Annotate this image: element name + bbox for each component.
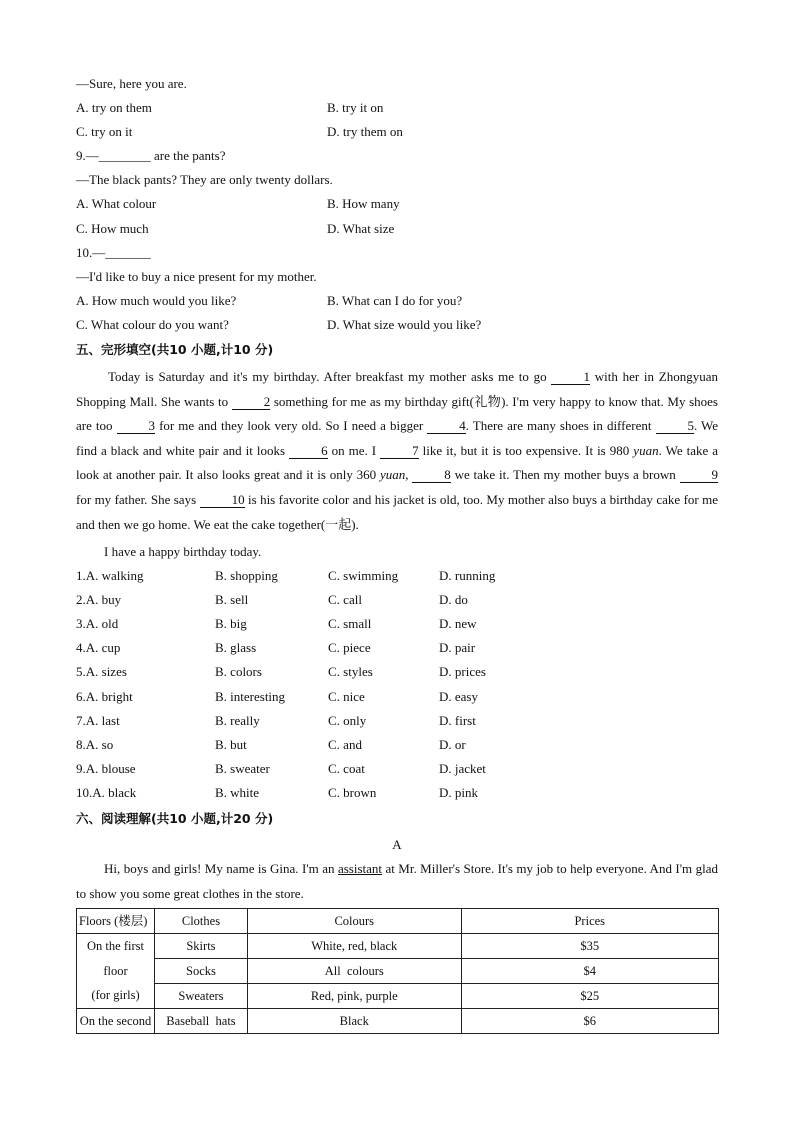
table-cell: Socks bbox=[154, 959, 247, 984]
choice-1-c: C. swimming bbox=[328, 568, 399, 583]
floor-cell: On the first floor (for girls) bbox=[77, 934, 155, 1009]
q9-question: 9.—________ are the pants? bbox=[76, 148, 226, 163]
blank-7: 7 bbox=[380, 444, 419, 459]
choice-1-d: D. running bbox=[439, 568, 496, 583]
choice-5-a: 5.A. sizes bbox=[76, 664, 127, 679]
choice-9-b: B. sweater bbox=[215, 761, 270, 776]
blank-2: 2 bbox=[232, 395, 271, 410]
passage-label: A bbox=[392, 837, 402, 852]
underlined-word: assistant bbox=[337, 861, 383, 876]
choice-9-c: C. coat bbox=[328, 761, 365, 776]
q8-option-d: D. try them on bbox=[327, 124, 403, 139]
choice-4-b: B. glass bbox=[215, 640, 257, 655]
table-row bbox=[77, 1009, 719, 1034]
table-cell: Sweaters bbox=[154, 984, 247, 1009]
table-header-cell: Colours bbox=[247, 909, 461, 934]
blank-3: 3 bbox=[117, 419, 156, 434]
choice-2-c: C. call bbox=[328, 592, 362, 607]
q10-question: 10.—_______ bbox=[76, 245, 151, 260]
table-cell: Black bbox=[247, 1009, 461, 1034]
choice-2-b: B. sell bbox=[215, 592, 249, 607]
choice-10-d: D. pink bbox=[439, 785, 478, 800]
q10-option-b: B. What can I do for you? bbox=[327, 293, 463, 308]
choice-1-a: 1.A. walking bbox=[76, 568, 144, 583]
choice-6-c: C. nice bbox=[328, 689, 365, 704]
choice-2-a: 2.A. buy bbox=[76, 592, 122, 607]
table-cell: All colours bbox=[247, 959, 461, 984]
choice-3-d: D. new bbox=[439, 616, 477, 631]
blank-4: 4 bbox=[427, 419, 466, 434]
blank-10: 10 bbox=[200, 493, 245, 508]
cloze-closing-line: I have a happy birthday today. bbox=[104, 544, 262, 559]
table-header-row bbox=[77, 909, 719, 934]
choice-10-c: C. brown bbox=[328, 785, 377, 800]
q9-option-c: C. How much bbox=[76, 221, 149, 236]
q10-answer-line: —I'd like to buy a nice present for my mother. bbox=[76, 269, 317, 284]
section5-heading: 五、完形填空(共10 小题,计10 分) bbox=[76, 342, 274, 357]
blank-5: 5 bbox=[656, 419, 695, 434]
blank-1: 1 bbox=[551, 370, 590, 385]
q10-option-a: A. How much would you like? bbox=[76, 293, 237, 308]
choice-5-b: B. colors bbox=[215, 664, 262, 679]
choice-5-d: D. prices bbox=[439, 664, 486, 679]
q10-option-c: C. What colour do you want? bbox=[76, 317, 229, 332]
choice-8-a: 8.A. so bbox=[76, 737, 114, 752]
blank-9: 9 bbox=[680, 468, 719, 483]
choice-4-c: C. piece bbox=[328, 640, 371, 655]
choice-9-d: D. jacket bbox=[439, 761, 486, 776]
choice-8-d: D. or bbox=[439, 737, 466, 752]
q8-option-c: C. try on it bbox=[76, 124, 133, 139]
choice-10-a: 10.A. black bbox=[76, 785, 137, 800]
choice-7-a: 7.A. last bbox=[76, 713, 120, 728]
table-cell: Skirts bbox=[154, 934, 247, 959]
choice-4-d: D. pair bbox=[439, 640, 476, 655]
choice-6-d: D. easy bbox=[439, 689, 478, 704]
choice-7-b: B. really bbox=[215, 713, 260, 728]
choice-3-a: 3.A. old bbox=[76, 616, 119, 631]
cloze-passage: Today is Saturday and it's my birthday. After breakfast my mother asks me to go 1 with her in Zhongyuan Shopping Mall. She wants to 2 something for me as my birthday gift(礼物). I'm very happy to know that. My shoes are too 3 for me and they look very old. So I need a bigger 4. There are many shoes in different 5. We find a black and white pair and it looks 6 on me. I 7 like it, but it is too expensive. It is 980 yuan. We take a look at another pair. It also looks great and it is only 360 yuan, 8 we take it. Then my mother buys a brown 9 for my father. She says 10 is his favorite color and his jacket is old, too. My mother also buys a birthday cake for me and then we go home. We eat the cake together(一起). bbox=[76, 369, 719, 532]
choice-3-b: B. big bbox=[215, 616, 247, 631]
q9-option-a: A. What colour bbox=[76, 196, 157, 211]
table-cell: $6 bbox=[461, 1009, 718, 1034]
q8-answer-line: —Sure, here you are. bbox=[76, 76, 187, 91]
table-header-cell: Floors (楼层) bbox=[77, 909, 155, 934]
choice-6-b: B. interesting bbox=[215, 689, 286, 704]
choice-1-b: B. shopping bbox=[215, 568, 278, 583]
choice-7-d: D. first bbox=[439, 713, 476, 728]
choice-10-b: B. white bbox=[215, 785, 260, 800]
table-header-cell: Prices bbox=[461, 909, 718, 934]
table-cell: $25 bbox=[461, 984, 718, 1009]
q8-option-b: B. try it on bbox=[327, 100, 384, 115]
choice-6-a: 6.A. bright bbox=[76, 689, 133, 704]
choice-2-d: D. do bbox=[439, 592, 468, 607]
section6-heading: 六、阅读理解(共10 小题,计20 分) bbox=[76, 811, 274, 826]
reading-intro: Hi, boys and girls! My name is Gina. I'm an assistant at Mr. Miller's Store. It's my job to help everyone. And I'm glad to show you some great clothes in the store. bbox=[76, 861, 718, 901]
q10-option-d: D. What size would you like? bbox=[327, 317, 482, 332]
q9-option-b: B. How many bbox=[327, 196, 400, 211]
table-cell: On the second bbox=[77, 1009, 155, 1034]
q8-option-a: A. try on them bbox=[76, 100, 152, 115]
q9-option-d: D. What size bbox=[327, 221, 395, 236]
table-cell: $4 bbox=[461, 959, 718, 984]
choice-9-a: 9.A. blouse bbox=[76, 761, 136, 776]
choice-5-c: C. styles bbox=[328, 664, 373, 679]
choice-7-c: C. only bbox=[328, 713, 367, 728]
choice-8-b: B. but bbox=[215, 737, 247, 752]
choice-8-c: C. and bbox=[328, 737, 362, 752]
clothes-table bbox=[76, 908, 719, 1034]
table-row bbox=[77, 959, 719, 984]
table-row bbox=[77, 934, 719, 959]
blank-8: 8 bbox=[412, 468, 451, 483]
blank-6: 6 bbox=[289, 444, 328, 459]
table-row bbox=[77, 984, 719, 1009]
q9-answer-line: —The black pants? They are only twenty dollars. bbox=[76, 172, 333, 187]
table-cell: Red, pink, purple bbox=[247, 984, 461, 1009]
table-cell: Baseball hats bbox=[154, 1009, 247, 1034]
table-cell: White, red, black bbox=[247, 934, 461, 959]
table-cell: $35 bbox=[461, 934, 718, 959]
table-header-cell: Clothes bbox=[154, 909, 247, 934]
choice-3-c: C. small bbox=[328, 616, 372, 631]
choice-4-a: 4.A. cup bbox=[76, 640, 121, 655]
